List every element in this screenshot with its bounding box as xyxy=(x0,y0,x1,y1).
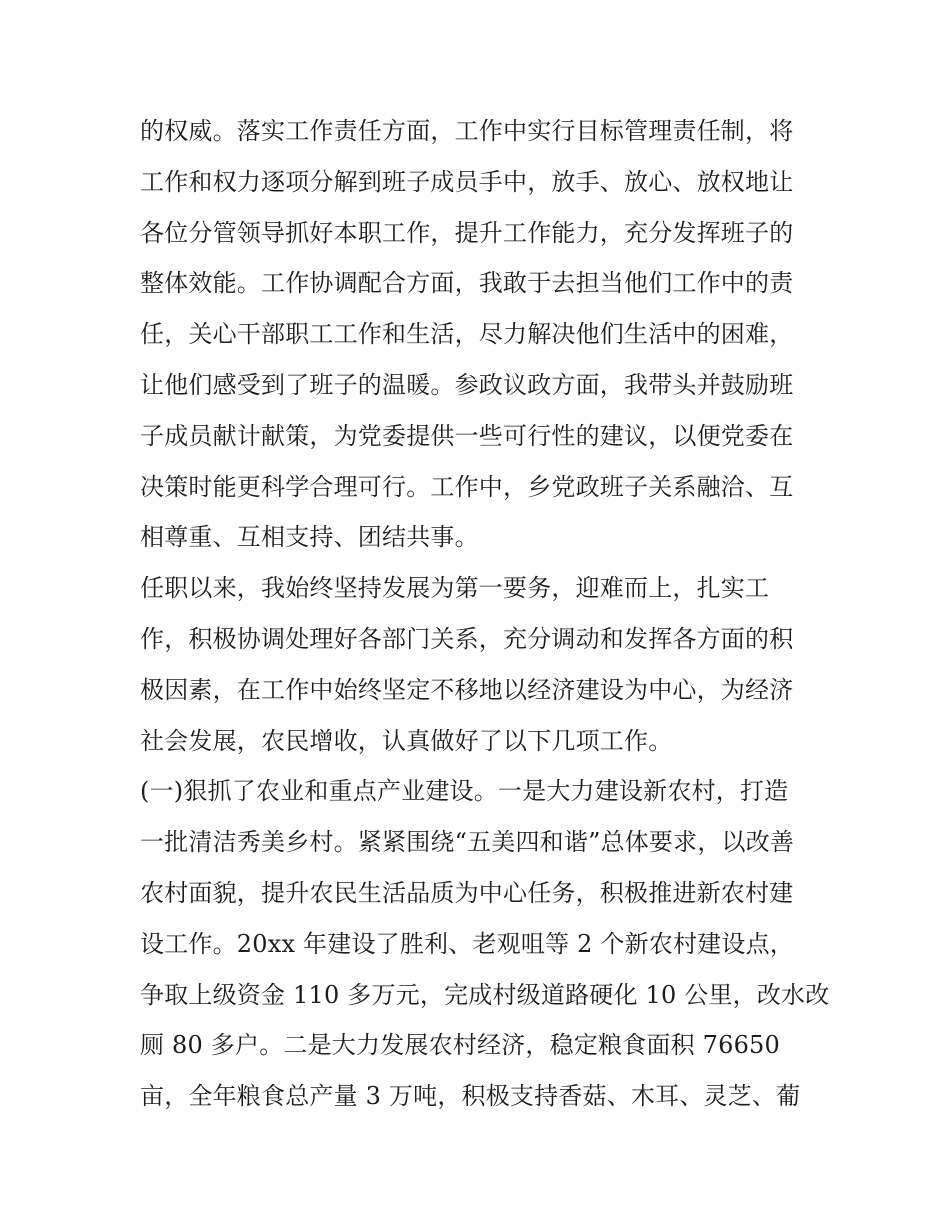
text-line: (一)狠抓了农业和重点产业建设。一是大力建设新农村，打造 xyxy=(140,777,789,806)
text-line: 一批清洁秀美乡村。紧紧围绕“五美四和谐”总体要求，以改善 xyxy=(140,828,795,857)
text-line: 社会发展，农民增收，认真做好了以下几项工作。 xyxy=(140,726,673,755)
text-line: 争取上级资金 110 多万元，完成村级道路硬化 10 公里，改水改 xyxy=(140,980,830,1009)
text-line: 任，关心干部职工工作和生活，尽力解决他们生活中的困难， xyxy=(140,320,794,349)
text-line: 工作和权力逐项分解到班子成员手中，放手、放心、放权地让 xyxy=(140,167,794,196)
text-line: 让他们感受到了班子的温暖。参政议政方面，我带头并鼓励班 xyxy=(140,370,794,399)
text-line: 农村面貌，提升农民生活品质为中心任务，积极推进新农村建 xyxy=(140,878,794,907)
text-line: 相尊重、互相支持、团结共事。 xyxy=(140,523,479,552)
text-line: 整体效能。工作协调配合方面，我敢于去担当他们工作中的责 xyxy=(140,269,794,298)
text-line: 任职以来，我始终坚持发展为第一要务，迎难而上，扎实工 xyxy=(140,574,770,603)
text-line: 亩，全年粮食总产量 3 万吨，积极支持香菇、木耳、灵芝、葡 xyxy=(140,1082,801,1111)
text-line: 决策时能更科学合理可行。工作中，乡党政班子关系融洽、互 xyxy=(140,472,794,501)
text-line: 极因素，在工作中始终坚定不移地以经济建设为中心，为经济 xyxy=(140,675,794,704)
body-text xyxy=(140,106,830,1122)
text-line: 作，积极协调处理好各部门关系，充分调动和发挥各方面的积 xyxy=(140,624,794,653)
text-line: 厕 80 多户。二是大力发展农村经济，稳定粮食面积 76650 xyxy=(140,1031,780,1060)
text-line: 设工作。20xx 年建设了胜利、老观咀等 2 个新农村建设点， xyxy=(140,929,794,958)
text-line: 各位分管领导抓好本职工作，提升工作能力，充分发挥班子的 xyxy=(140,218,794,247)
text-line: 的权威。落实工作责任方面，工作中实行目标管理责任制，将 xyxy=(140,117,794,145)
text-line: 子成员献计献策，为党委提供一些可行性的建议，以便党委在 xyxy=(140,421,794,450)
